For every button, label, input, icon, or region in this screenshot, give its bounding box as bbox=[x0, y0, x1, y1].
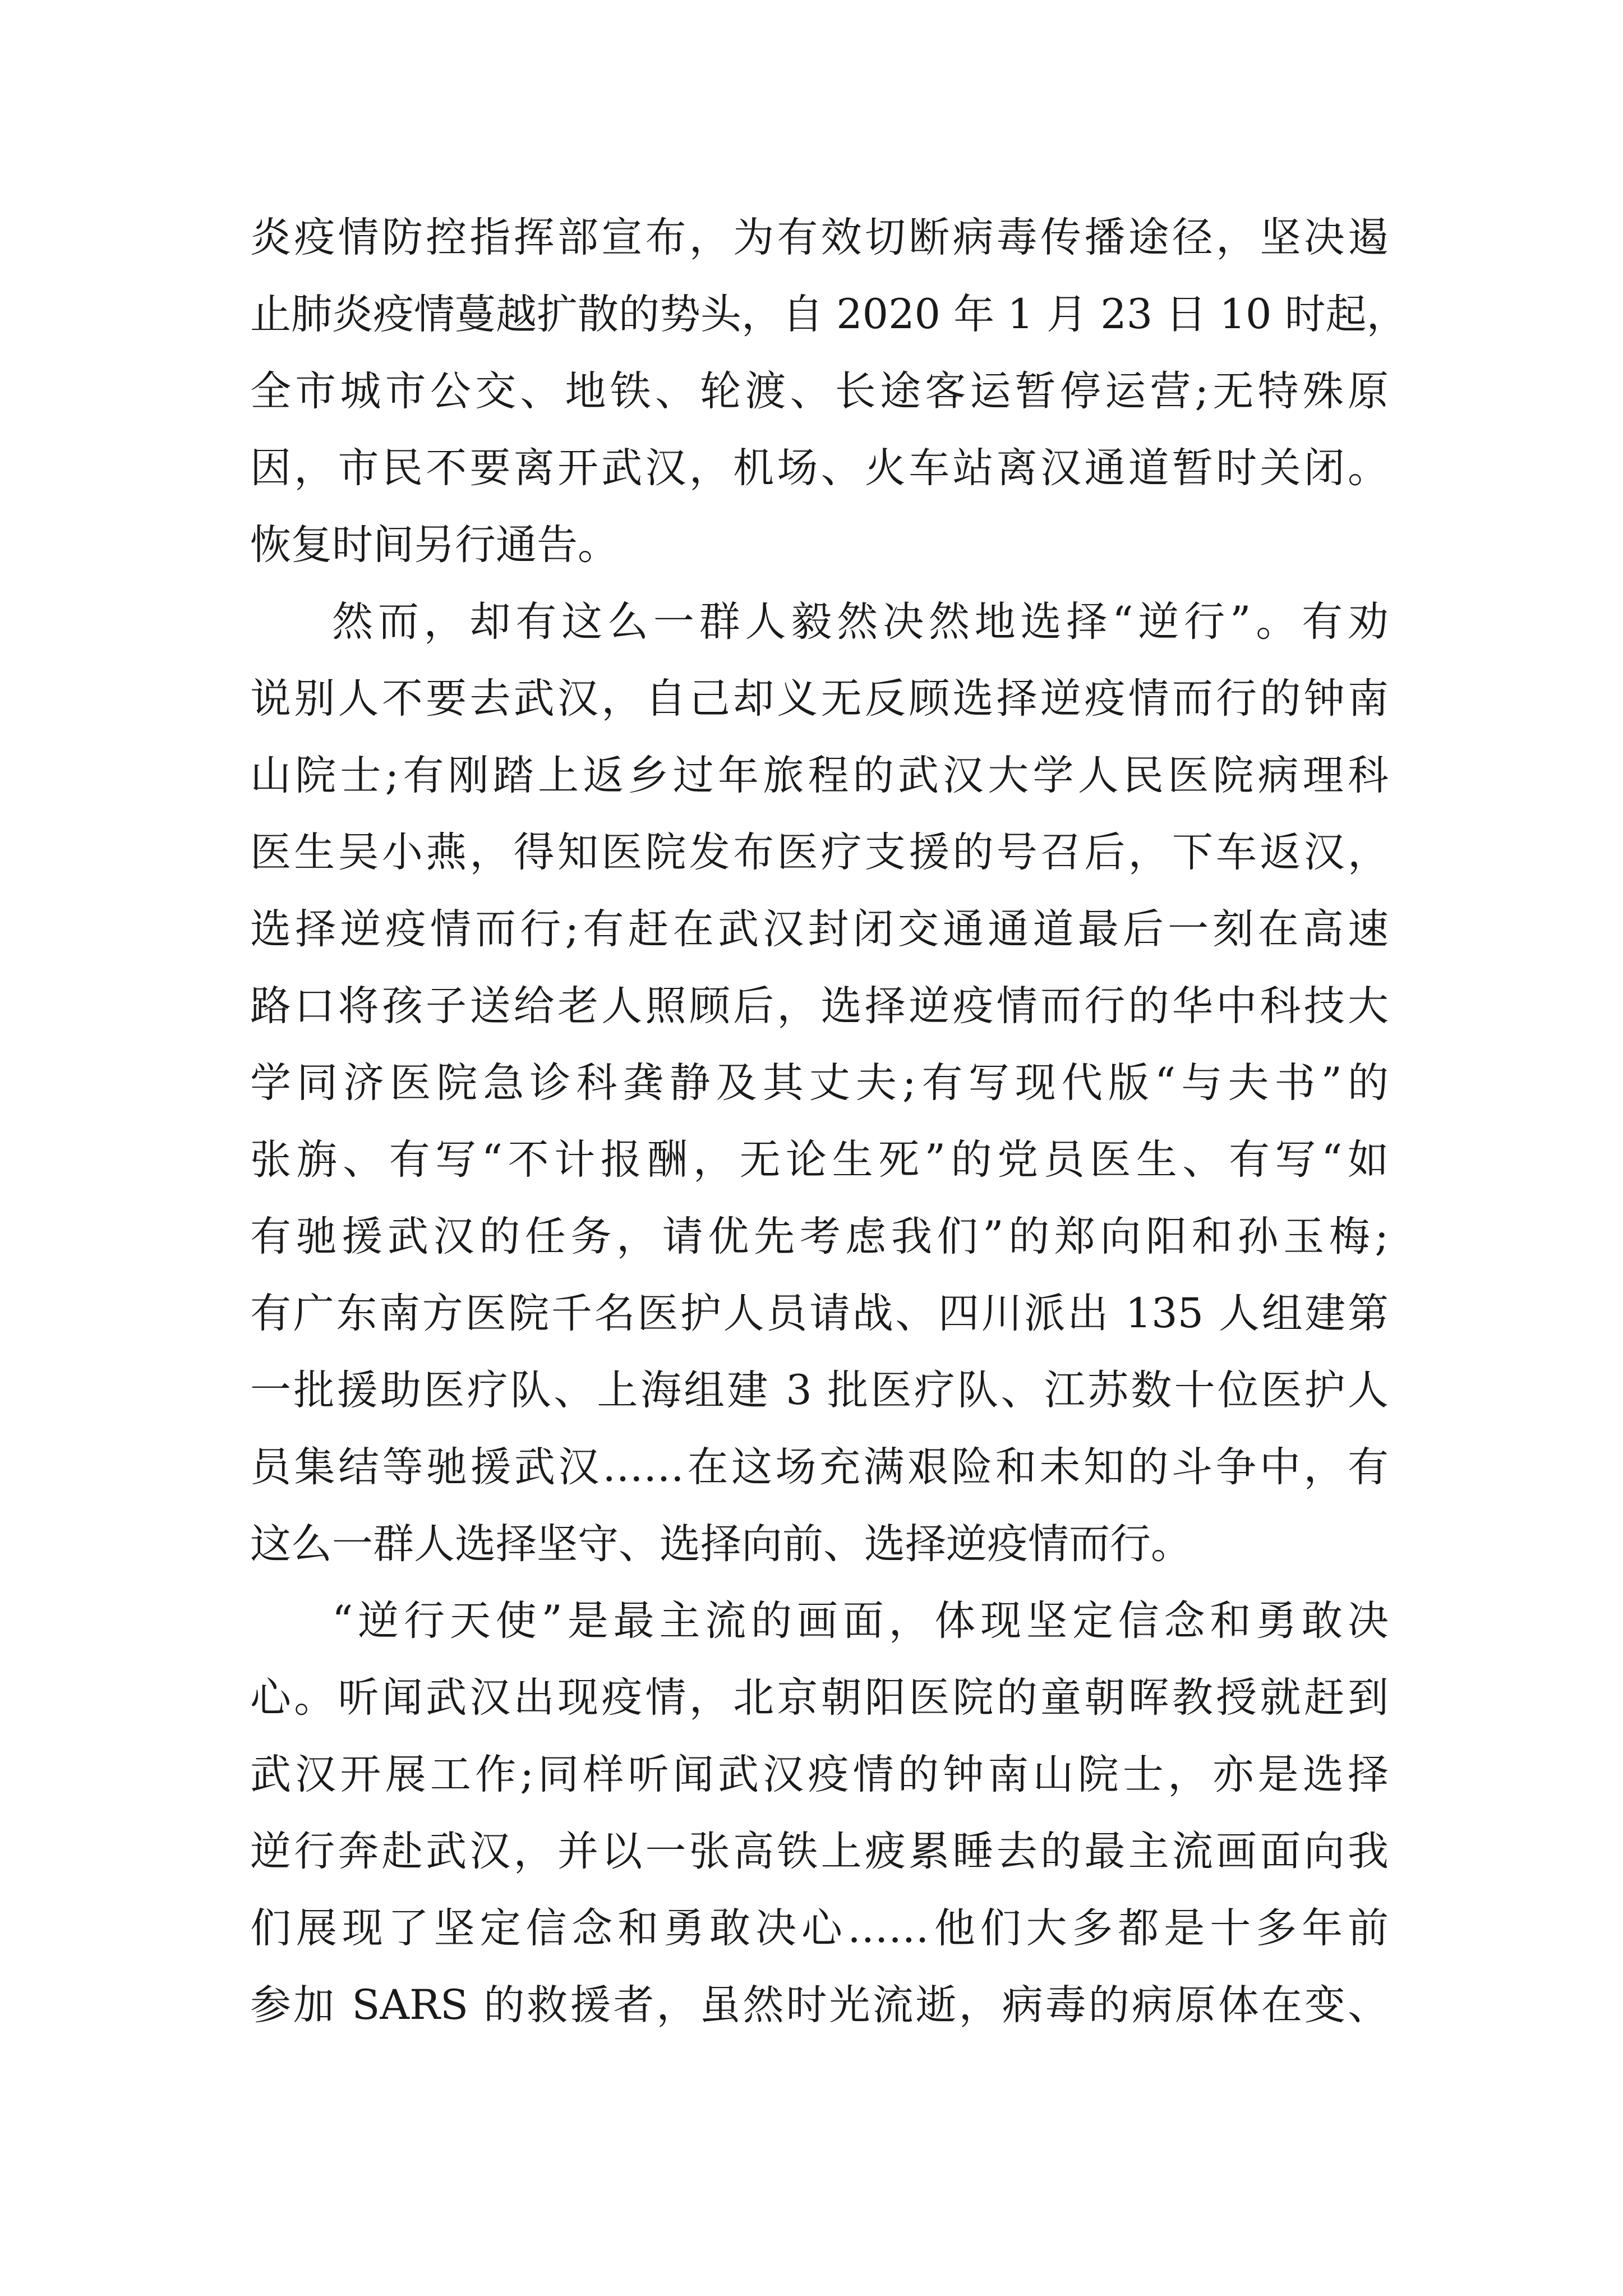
text-line: 全市城市公交、地铁、轮渡、长途客运暂停运营;无特殊原 bbox=[250, 367, 1389, 415]
text-line: 炎疫情防控指挥部宣布，为有效切断病毒传播途径，坚决遏 bbox=[250, 214, 1389, 261]
text-line: 张旃、有写“不计报酬，无论生死”的党员医生、有写“如 bbox=[250, 1136, 1389, 1184]
body-text bbox=[250, 199, 1408, 2044]
text-line: 路口将孩子送给老人照顾后，选择逆疫情而行的华中科技大 bbox=[250, 982, 1389, 1030]
text-line: 学同济医院急诊科龚静及其丈夫;有写现代版“与夫书”的 bbox=[250, 1059, 1389, 1107]
text-line: 选择逆疫情而行;有赶在武汉封闭交通通道最后一刻在高速 bbox=[250, 905, 1389, 953]
paragraph-first-line: 然而，却有这么一群人毅然决然地选择“逆行”。有劝 bbox=[332, 598, 1389, 646]
text-line: 医生吴小燕，得知医院发布医疗支援的号召后，下车返汉， bbox=[250, 829, 1389, 876]
text-line: 有驰援武汉的任务，请优先考虑我们”的郑向阳和孙玉梅; bbox=[250, 1213, 1389, 1260]
text-line: 恢复时间另行通告。 bbox=[250, 521, 619, 569]
text-line: 一批援助医疗队、上海组建 3 批医疗队、江苏数十位医护人 bbox=[250, 1366, 1389, 1414]
text-line: 止肺炎疫情蔓越扩散的势头，自 2020 年 1 月 23 日 10 时起， bbox=[250, 291, 1408, 338]
text-line: 们展现了坚定信念和勇敢决心……他们大多都是十多年前 bbox=[250, 1904, 1389, 1952]
text-line: 这么一群人选择坚守、选择向前、选择逆疫情而行。 bbox=[250, 1520, 1192, 1568]
text-line: 武汉开展工作;同样听闻武汉疫情的钟南山院士，亦是选择 bbox=[250, 1751, 1389, 1798]
text-line: 山院士;有刚踏上返乡过年旅程的武汉大学人民医院病理科 bbox=[250, 752, 1389, 799]
text-line: 逆行奔赴武汉，并以一张高铁上疲累睡去的最主流画面向我 bbox=[250, 1828, 1389, 1875]
text-line: 参加 SARS 的救援者，虽然时光流逝，病毒的病原体在变、 bbox=[250, 1981, 1389, 2029]
text-line: 员集结等驰援武汉……在这场充满艰险和未知的斗争中，有 bbox=[250, 1443, 1389, 1491]
text-line: 心。听闻武汉出现疫情，北京朝阳医院的童朝晖教授就赶到 bbox=[250, 1674, 1389, 1722]
text-line: 说别人不要去武汉，自己却义无反顾选择逆疫情而行的钟南 bbox=[250, 675, 1389, 723]
text-line: 因，市民不要离开武汉，机场、火车站离汉通道暂时关闭。 bbox=[250, 444, 1389, 492]
text-line: 有广东南方医院千名医护人员请战、四川派出 135 人组建第 bbox=[250, 1290, 1389, 1337]
paragraph-first-line: “逆行天使”是最主流的画面，体现坚定信念和勇敢决 bbox=[332, 1597, 1389, 1645]
